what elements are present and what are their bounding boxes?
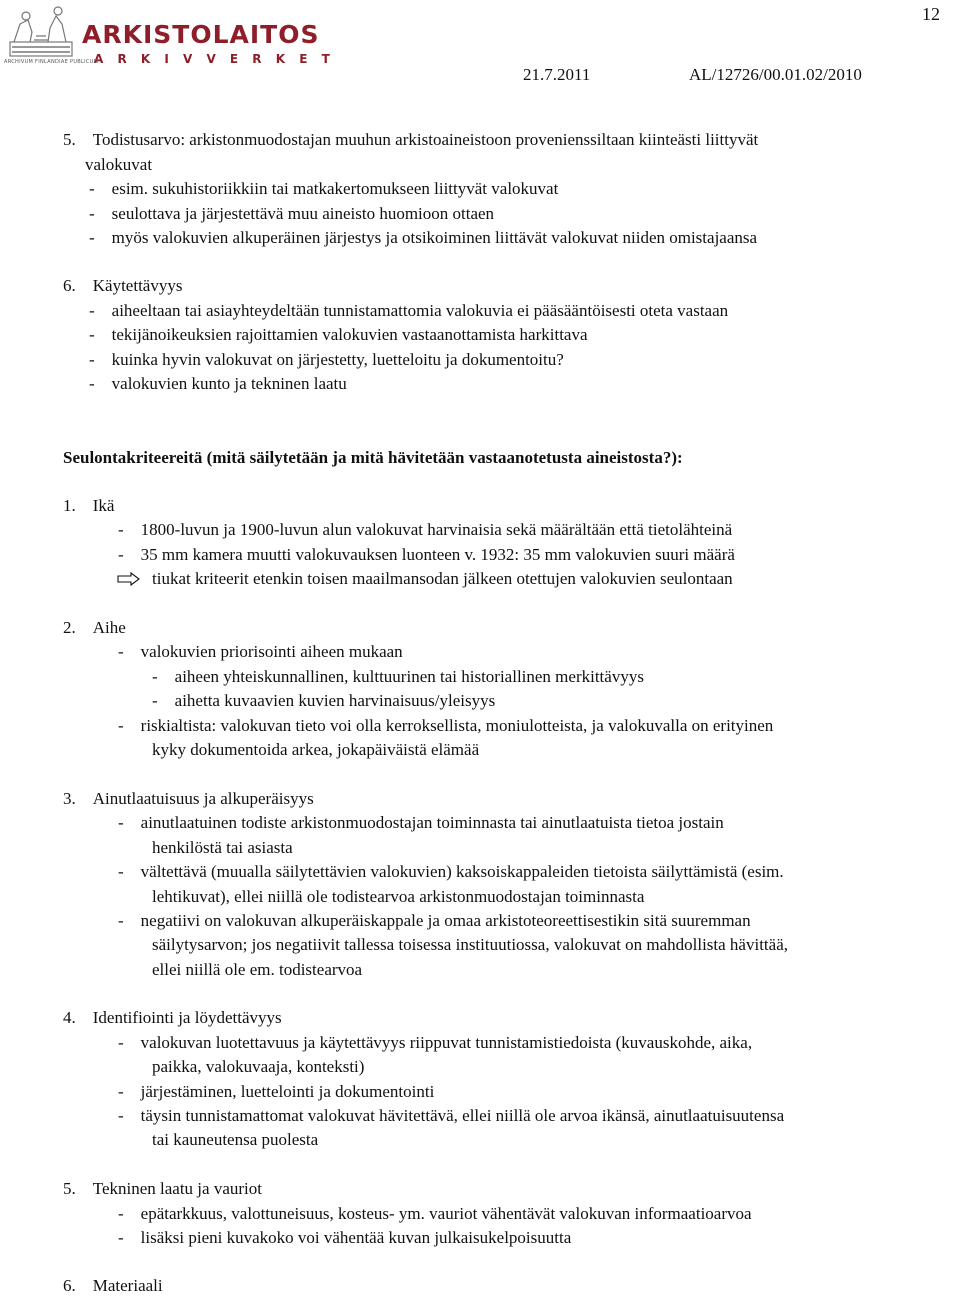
list-item: - 1800-luvun ja 1900-luvun alun valokuvat harvinaisia sekä määrältään että tietolähteinä — [118, 520, 733, 539]
text-line: kyky dokumentoida arkea, jokapäiväistä elämää — [152, 740, 480, 759]
text-line: paikka, valokuvaaja, konteksti) — [152, 1057, 365, 1076]
list-item: - negatiivi on valokuvan alkuperäiskappale ja omaa arkistoteoreettisestikin sitä suuremman — [118, 911, 751, 930]
list-item: - kuinka hyvin valokuvat on järjestetty, luetteloitu ja dokumentoitu? — [89, 350, 564, 369]
document-date: 21.7.2011 — [523, 65, 591, 84]
sub-list-item: - aiheen yhteiskunnallinen, kulttuurinen tai historiallinen merkittävyys — [152, 667, 644, 686]
logo-caption: ARCHIVUM FINLANDIAE PUBLICUM — [4, 59, 99, 65]
text-line: henkilöstä tai asiasta — [152, 838, 293, 857]
text-line: säilytysarvon; jos negatiivit tallessa toisessa instituutiossa, valokuvat on mahdollista hävittää, — [152, 935, 788, 954]
list-item: tiukat kriteerit etenkin toisen maailmansodan jälkeen otettujen valokuvien seulontaan — [152, 569, 733, 588]
list-item: - vältettävä (muualla säilytettävien valokuvien) kaksoiskappaleiden tietoista säilyttämistä (esim. — [118, 862, 784, 881]
criterion-4-heading: 4. Identifiointi ja löydettävyys — [63, 1008, 282, 1027]
list-item: - 35 mm kamera muutti valokuvauksen luonteen v. 1932: 35 mm valokuvien suuri määrä — [118, 545, 735, 564]
list-item: - täysin tunnistamattomat valokuvat hävitettävä, ellei niillä ole arvoa ikänsä, ainutlaatuisuutensa — [118, 1106, 785, 1125]
criterion-1-heading: 1. Ikä — [63, 496, 115, 515]
page-number: 12 — [922, 4, 940, 24]
criterion-5-heading: 5. Tekninen laatu ja vauriot — [63, 1179, 262, 1198]
document-reference: AL/12726/00.01.02/2010 — [689, 65, 862, 84]
criterion-2-heading: 2. Aihe — [63, 618, 126, 637]
list-item: - riskialtista: valokuvan tieto voi olla kerroksellista, moniulotteista, ja valokuvalla on erityinen — [118, 716, 774, 735]
list-item: - valokuvan luotettavuus ja käytettävyys riippuvat tunnistamistiedoista (kuvauskohde, aika, — [118, 1033, 753, 1052]
text-line: ellei niillä ole em. todistearvoa — [152, 960, 363, 979]
hollow-right-arrow-icon — [117, 572, 141, 591]
list-item: - aiheeltaan tai asiayhteydeltään tunnistamattomia valokuvia ei pääsääntöisesti oteta vastaan — [89, 301, 729, 320]
list-item: - valokuvien priorisointi aiheen mukaan — [118, 642, 403, 661]
list-item: - seulottava ja järjestettävä muu aineisto huomioon ottaen — [89, 204, 495, 223]
criterion-6-heading: 6. Materiaali — [63, 1276, 163, 1295]
section-5-heading: 5. Todistusarvo: arkistonmuodostajan muuhun arkistoaineistoon provenienssiltaan kiinteästi liittyvät — [63, 130, 759, 149]
logo-subtitle: A R K I V V E R K E T — [94, 52, 335, 66]
criteria-heading: Seulontakriteereitä (mitä säilytetään ja mitä hävitetään vastaanotetusta aineistosta?): — [63, 448, 683, 467]
criterion-3-heading: 3. Ainutlaatuisuus ja alkuperäisyys — [63, 789, 314, 808]
list-item: - lisäksi pieni kuvakoko voi vähentää kuvan julkaisukelpoisuutta — [118, 1228, 572, 1247]
list-item: - esim. sukuhistoriikkiin tai matkakertomukseen liittyvät valokuvat — [89, 179, 559, 198]
archives-emblem-icon — [4, 2, 78, 65]
list-item: - myös valokuvien alkuperäinen järjestys ja otsikoiminen liittävät valokuvat niiden omistajaansa — [89, 228, 758, 247]
list-item: - tekijänoikeuksien rajoittamien valokuvien vastaanottamista harkittava — [89, 325, 588, 344]
text-line: valokuvat — [85, 155, 153, 174]
list-item: - valokuvien kunto ja tekninen laatu — [89, 374, 347, 393]
section-6-heading: 6. Käytettävyys — [63, 276, 183, 295]
text-line: tai kauneutensa puolesta — [152, 1130, 319, 1149]
logo-title: ARKISTOLAITOS — [82, 20, 320, 49]
list-item: - järjestäminen, luettelointi ja dokumentointi — [118, 1082, 435, 1101]
text-line: lehtikuvat), ellei niillä ole todistearvoa arkistonmuodostajan toiminnasta — [152, 887, 645, 906]
list-item: - ainutlaatuinen todiste arkistonmuodostajan toiminnasta tai ainutlaatuista tietoa jostain — [118, 813, 724, 832]
sub-list-item: - aihetta kuvaavien kuvien harvinaisuus/yleisyys — [152, 691, 496, 710]
list-item: - epätarkkuus, valottuneisuus, kosteus- ym. vauriot vähentävät valokuvan informaatioarvoa — [118, 1204, 752, 1223]
